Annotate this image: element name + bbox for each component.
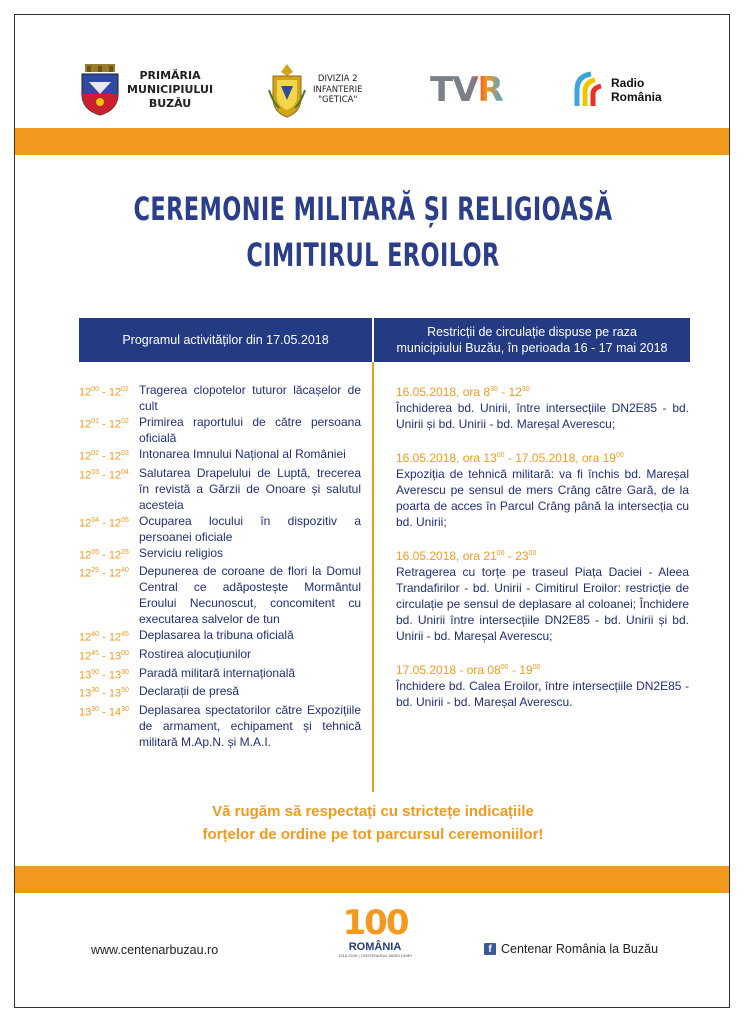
restriction-text: Retragerea cu torțe pe traseul Piața Daciei - Aleea Trandafirilor - bd. Unirii - Cimitirul Eroilor: restricție de circulație pe sensul de deplasare al coloanei; Închidere bd. Unirii între intersecțiile DN2E85 - bd. Unirii și bd. Unirii - bd. Mareșal Averescu;: [396, 565, 689, 643]
restrictions-header-line1: Restricții de circulație dispuse pe raza: [427, 324, 637, 339]
schedule-time: $13^{00} - 13^{30}$: [79, 668, 129, 682]
restriction-text: Expoziția de tehnică militară: va fi închis bd. Mareșal Averescu pe sensul de mers Crâng către Gară, de la poarta de acces în Parcul Crâng până la intersecția cu bd. Unirii;: [396, 467, 689, 529]
page-title-line2: CIMITIRUL EROILOR: [246, 236, 500, 274]
facebook-label: Centenar România la Buzău: [501, 942, 659, 956]
schedule-description: Deplasarea spectatorilor către Expozițiile de armament, echipament și tehnică militară M.Ap.N. și M.A.I.: [139, 702, 361, 749]
schedule-row: [79, 665, 361, 684]
schedule-row: [79, 414, 361, 446]
schedule-time: $12^{02} - 12^{03}$: [79, 450, 129, 463]
schedule-row: [79, 513, 361, 545]
primaria-logo: [79, 60, 213, 120]
restriction-date: 16.05.2018, ora $21^{00} - 23^{00}$: [396, 549, 537, 563]
page-title-line1: CEREMONIE MILITARĂ ȘI RELIGIOASĂ: [133, 190, 613, 228]
centenar-logo: [330, 905, 420, 965]
schedule-row: [79, 627, 361, 646]
website-link[interactable]: www.centenarbuzau.ro: [91, 943, 219, 957]
schedule-row: [79, 563, 361, 627]
notice-line2: forțelor de ordine pe tot parcursul ceremoniilor!: [202, 826, 544, 843]
restriction-block: [396, 382, 689, 432]
schedule-time: $12^{01} - 12^{02}$: [79, 418, 129, 431]
divizia-line1: DIVIZIA 2: [317, 74, 358, 85]
schedule-time: $12^{45} - 13^{00}$: [79, 649, 129, 663]
schedule-header: [79, 318, 372, 362]
schedule-description: Serviciu religios: [139, 545, 224, 560]
radio-romania-logo: [573, 60, 662, 120]
tvr-logo: [430, 60, 503, 120]
radio-romania-icon: [573, 70, 607, 110]
notice: [0, 800, 746, 846]
restriction-text: Închiderea bd. Unirii, între intersecțiile DN2E85 - bd. Unirii și bd. Unirii - bd. Mareșal Averescu;: [396, 401, 689, 431]
logo-row: [15, 60, 729, 120]
schedule-time: $12^{00} - 12^{01}$: [79, 386, 129, 399]
schedule-row: [79, 545, 361, 564]
facebook-icon: f: [484, 943, 496, 955]
schedule-row: [79, 382, 361, 414]
primaria-line1: PRIMĂRIA: [139, 69, 201, 83]
schedule-header-text: Programul activităților din 17.05.2018: [122, 332, 329, 347]
restrictions-header-line2: municipiului Buzău, în perioada 16 - 17 mai 2018: [396, 341, 668, 355]
schedule-row: [79, 683, 361, 702]
restriction-text: Închidere bd. Calea Eroilor, între intersecțiile DN2E85 - bd. Unirii - bd. Mareșal Averescu.: [396, 679, 689, 709]
schedule-time: $12^{04} - 12^{05}$: [79, 516, 129, 530]
restriction-date: 16.05.2018, ora $13^{00} - 17.05.2018$, ora $19^{00}$: [396, 451, 624, 465]
notice-line1: Vă rugăm să respectați cu strictețe indicațiile: [212, 803, 534, 820]
restrictions-list: [396, 382, 689, 726]
tvr-text: TVR: [430, 70, 503, 110]
centenar-number: 100: [342, 903, 408, 943]
restriction-block: [396, 448, 689, 530]
schedule-description: Rostirea alocuțiunilor: [139, 646, 252, 661]
schedule-row: [79, 646, 361, 665]
restrictions-header: [374, 318, 690, 362]
schedule-row: [79, 446, 361, 465]
radio-line1: Radio: [611, 76, 645, 90]
schedule-time: $12^{03} - 12^{04}$: [79, 468, 129, 482]
schedule-description: Primirea raportului de către persoana oficială: [139, 415, 361, 445]
restriction-block: [396, 546, 689, 644]
schedule-list: [79, 382, 361, 750]
divizia-line2: INFANTERIE: [313, 84, 363, 95]
schedule-time: $12^{25} - 12^{40}$: [79, 567, 129, 580]
schedule-description: Salutarea Drapelului de Luptă, trecerea în revistă a Gărzii de Onoare și salutul acesteia: [139, 465, 361, 512]
schedule-description: Paradă militară internațională: [139, 665, 296, 680]
restriction-block: [396, 660, 689, 710]
divizia-line3: "GETICA": [318, 95, 358, 106]
schedule-description: Depunerea de coroane de flori la Domul Central ce adăpostește Mormântul Eroului Necunoscut, concomitent cu executarea salvelor de tun: [139, 564, 361, 627]
radio-line2: România: [611, 90, 662, 104]
coat-of-arms-icon: [79, 64, 121, 116]
schedule-time: $12^{40} - 12^{45}$: [79, 631, 129, 644]
schedule-description: Tragerea clopotelor tuturor lăcașelor de cult: [139, 383, 361, 413]
schedule-time: $13^{30} - 14^{30}$: [79, 705, 129, 719]
column-divider: [372, 362, 374, 792]
schedule-description: Declarații de presă: [139, 684, 240, 699]
restriction-date: 16.05.2018, ora $8^{30} - 12^{30}$: [396, 385, 530, 399]
bottom-orange-band: [15, 866, 729, 893]
schedule-description: Intonarea Imnului Național al României: [139, 447, 346, 461]
schedule-description: Deplasarea la tribuna oficială: [139, 628, 294, 643]
primaria-line2: MUNICIPIULUI: [127, 83, 214, 97]
centenar-sub: 1918-2018 | CENTENARUL MARII UNIRI: [338, 953, 412, 958]
centenar-word: ROMÂNIA: [348, 941, 402, 953]
divizia-logo: [267, 60, 363, 120]
military-emblem-icon: [267, 62, 307, 118]
primaria-line3: BUZĂU: [148, 96, 192, 110]
schedule-time: $12^{05} - 12^{25}$: [79, 548, 129, 562]
restriction-date: 17.05.2018 - ora $08^{00} - 19^{00}$: [396, 663, 541, 677]
top-orange-band: [15, 128, 729, 155]
schedule-row: [79, 465, 361, 513]
schedule-description: Ocuparea locului în dispozitiv a persoanei oficiale: [139, 513, 361, 544]
schedule-time: $13^{30} - 13^{50}$: [79, 687, 129, 700]
facebook-link[interactable]: [484, 942, 658, 956]
schedule-row: [79, 702, 361, 750]
